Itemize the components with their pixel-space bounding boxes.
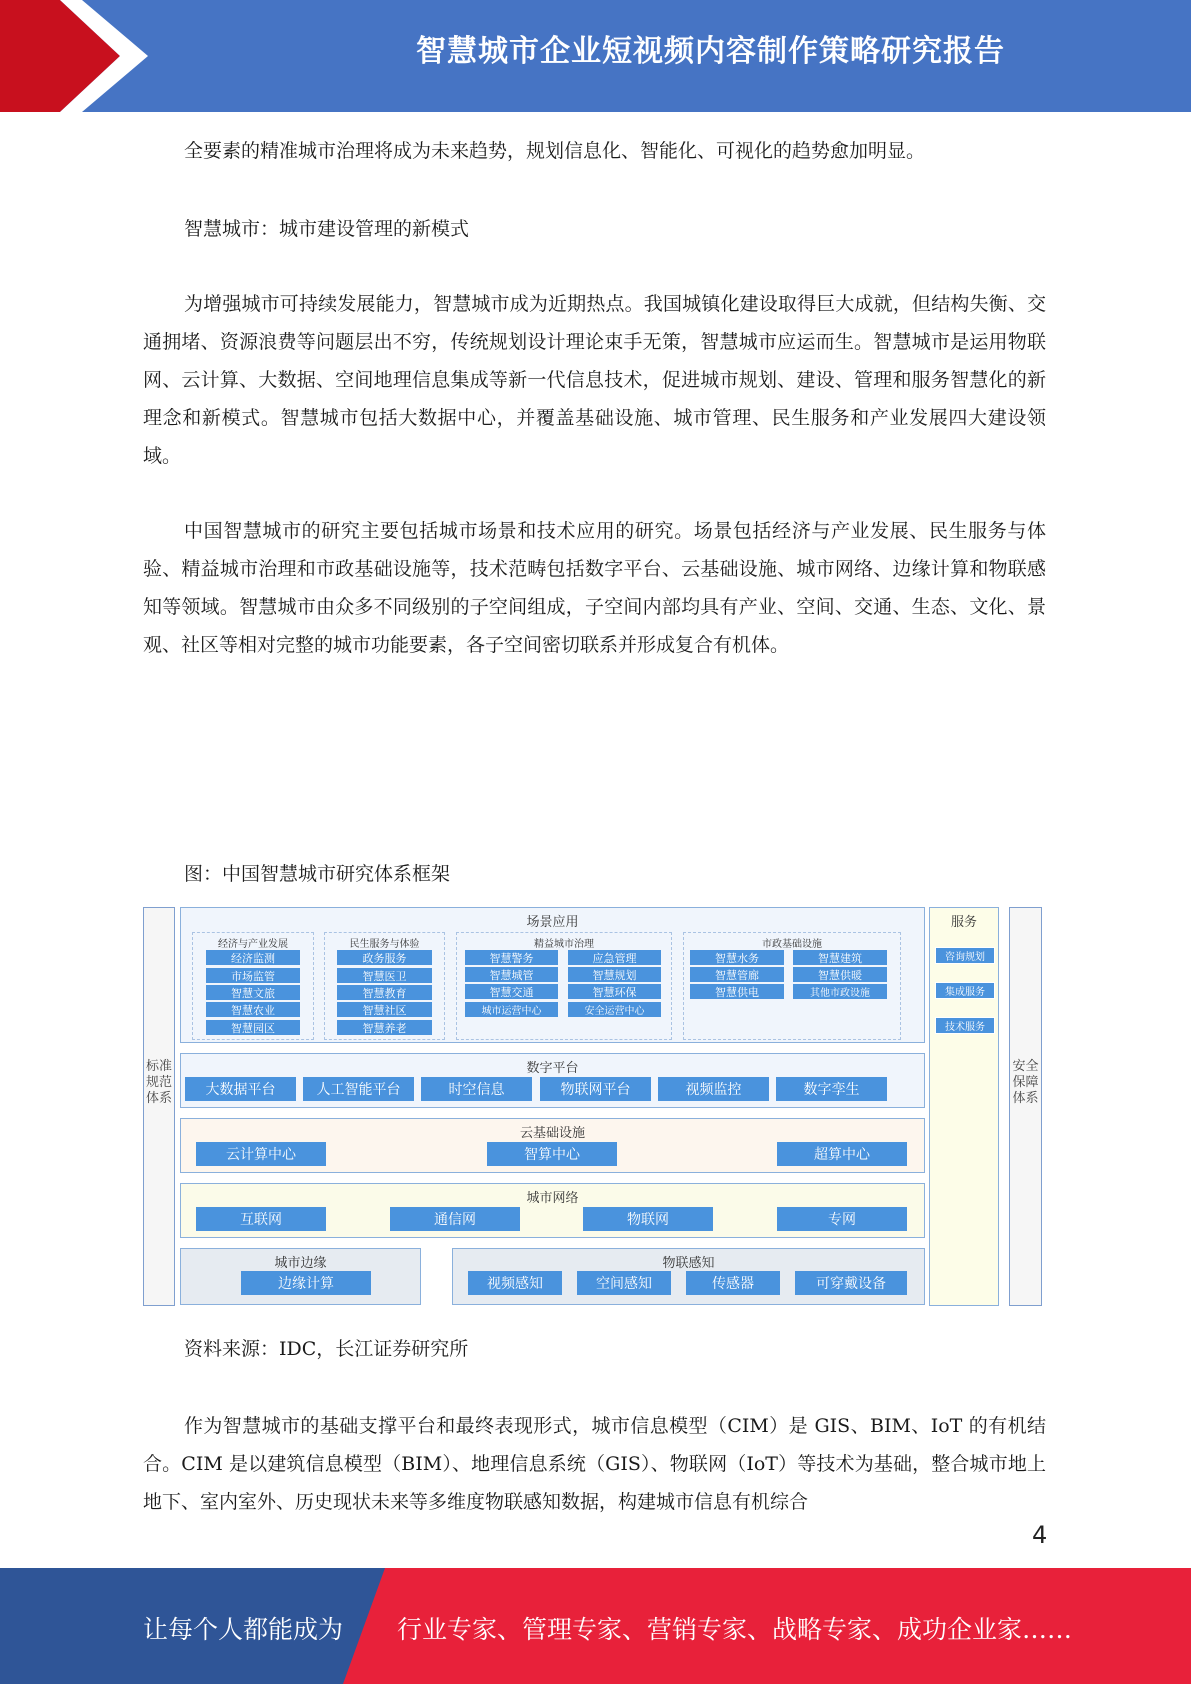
cloud-title: 云基础设施 [519, 1126, 585, 1141]
group-title: 民生服务与体验 [349, 939, 420, 950]
footer-slogan-right: 行业专家、管理专家、营销专家、战略专家、成功企业家…… [397, 1615, 1073, 1644]
edge-item: 边缘计算 [241, 1271, 371, 1295]
edge-title: 城市边缘 [274, 1256, 327, 1271]
report-title: 智慧城市企业短视频内容制作策略研究报告 [416, 34, 1005, 69]
scenario-item: 智慧建筑 [793, 950, 887, 965]
scenario-item: 智慧医卫 [337, 968, 432, 983]
scenario-item: 其他市政设施 [793, 984, 887, 999]
service-title: 服务 [950, 915, 977, 930]
scenario-layer [180, 907, 925, 1043]
service-item: 集成服务 [935, 982, 995, 999]
cloud-item: 超算中心 [777, 1142, 907, 1166]
cloud-layer [180, 1118, 925, 1173]
network-item: 互联网 [196, 1207, 326, 1231]
scenario-item: 智慧养老 [337, 1020, 432, 1035]
scenario-item: 应急管理 [568, 950, 661, 965]
scenario-item: 智慧交通 [465, 984, 558, 999]
section-heading: 智慧城市：城市建设管理的新模式 [184, 218, 470, 240]
scenario-group [683, 932, 901, 1040]
cloud-item: 智算中心 [487, 1142, 617, 1166]
iot-item: 传感器 [686, 1271, 780, 1295]
group-title: 市政基础设施 [762, 939, 822, 950]
security-bar [1009, 907, 1042, 1306]
digital-item: 数字孪生 [776, 1077, 887, 1101]
edge-layer [180, 1248, 421, 1305]
page-header [0, 0, 1191, 112]
figure-source: 资料来源：IDC，长江证券研究所 [184, 1338, 469, 1360]
scenario-item: 安全运营中心 [568, 1002, 661, 1017]
iot-item: 空间感知 [577, 1271, 671, 1295]
footer-slogan-left: 让每个人都能成为 [143, 1615, 344, 1644]
digital-item: 人工智能平台 [303, 1077, 414, 1101]
scenario-item: 智慧园区 [206, 1020, 300, 1035]
network-item: 专网 [777, 1207, 907, 1231]
group-title: 经济与产业发展 [218, 939, 288, 950]
network-item: 物联网 [583, 1207, 713, 1231]
iot-layer [452, 1248, 925, 1305]
scenario-item: 城市运营中心 [465, 1002, 558, 1017]
group-title: 精益城市治理 [534, 939, 594, 950]
iot-item: 视频感知 [468, 1271, 562, 1295]
page-number: 4 [1032, 1521, 1048, 1549]
network-item: 通信网 [390, 1207, 520, 1231]
paragraph-2: 为增强城市可持续发展能力，智慧城市成为近期热点。我国城镇化建设取得巨大成就，但结构失衡、交通拥堵、资源浪费等问题层出不穷，传统规划设计理论束手无策，智慧城市应运而生。智慧城市是运用物联网、云计算、大数据、空间地理信息集成等新一代信息技术，促进城市规划、建设、管理和服务智慧化的新理念和新模式。智慧城市包括大数据中心，并覆盖基础设施、城市管理、民生服务和产业发展四大建设领域。 [143, 293, 1046, 467]
scenario-item: 市场监管 [206, 968, 300, 983]
digital-item: 物联网平台 [540, 1077, 651, 1101]
standards-bar-label: 标准规范体系 [145, 1059, 172, 1106]
scenario-group [192, 932, 314, 1040]
iot-item: 可穿戴设备 [795, 1271, 907, 1295]
security-bar-label: 安全保障体系 [1012, 1059, 1039, 1106]
network-title: 城市网络 [526, 1191, 579, 1206]
service-item: 技术服务 [935, 1017, 995, 1034]
network-layer [180, 1183, 925, 1238]
scenario-item: 智慧警务 [465, 950, 558, 965]
service-column [929, 907, 999, 1306]
scenario-item: 智慧农业 [206, 1002, 300, 1017]
standards-bar [143, 907, 175, 1306]
framework-diagram [143, 907, 1043, 1307]
page-footer [0, 1568, 1191, 1684]
paragraph-1: 全要素的精准城市治理将成为未来趋势，规划信息化、智能化、可视化的趋势愈加明显。 [184, 140, 926, 162]
paragraph-4: 作为智慧城市的基础支撑平台和最终表现形式，城市信息模型（CIM）是 GIS、BIM、IoT 的有机结合。CIM 是以建筑信息模型（BIM）、地理信息系统（GIS）、物联网（IoT）等技术为基础，整合城市地上地下、室内室外、历史现状未来等多维度物联感知数据，构建城市信息有机综合 [143, 1415, 1046, 1513]
scenario-item: 智慧供电 [690, 984, 784, 999]
digital-item: 时空信息 [421, 1077, 532, 1101]
scenario-item: 政务服务 [337, 950, 432, 965]
scenario-item: 智慧管廊 [690, 967, 784, 982]
scenario-item: 智慧文旅 [206, 985, 300, 1000]
scenario-item: 经济监测 [206, 950, 300, 965]
scenario-item: 智慧规划 [568, 967, 661, 982]
scenario-title: 场景应用 [526, 915, 579, 930]
scenario-item: 智慧供暖 [793, 967, 887, 982]
scenario-group [324, 932, 445, 1040]
digital-item: 视频监控 [658, 1077, 769, 1101]
scenario-item: 智慧环保 [568, 984, 661, 999]
header-arrow-decoration [0, 0, 170, 112]
figure-caption: 图：中国智慧城市研究体系框架 [184, 863, 451, 885]
digital-platform-layer [180, 1053, 925, 1108]
cloud-item: 云计算中心 [196, 1142, 326, 1166]
paragraph-3: 中国智慧城市的研究主要包括城市场景和技术应用的研究。场景包括经济与产业发展、民生服务与体验、精益城市治理和市政基础设施等，技术范畴包括数字平台、云基础设施、城市网络、边缘计算和物联感知等领域。智慧城市由众多不同级别的子空间组成，子空间内部均具有产业、空间、交通、生态、文化、景观、社区等相对完整的城市功能要素，各子空间密切联系并形成复合有机体。 [143, 520, 1046, 656]
scenario-item: 智慧城管 [465, 967, 558, 982]
scenario-item: 智慧水务 [690, 950, 784, 965]
scenario-item: 智慧社区 [337, 1002, 432, 1017]
scenario-group [456, 932, 672, 1040]
scenario-item: 智慧教育 [337, 985, 432, 1000]
digital-title: 数字平台 [526, 1061, 579, 1076]
digital-item: 大数据平台 [185, 1077, 296, 1101]
iot-title: 物联感知 [662, 1256, 715, 1271]
service-item: 咨询规划 [935, 947, 995, 964]
